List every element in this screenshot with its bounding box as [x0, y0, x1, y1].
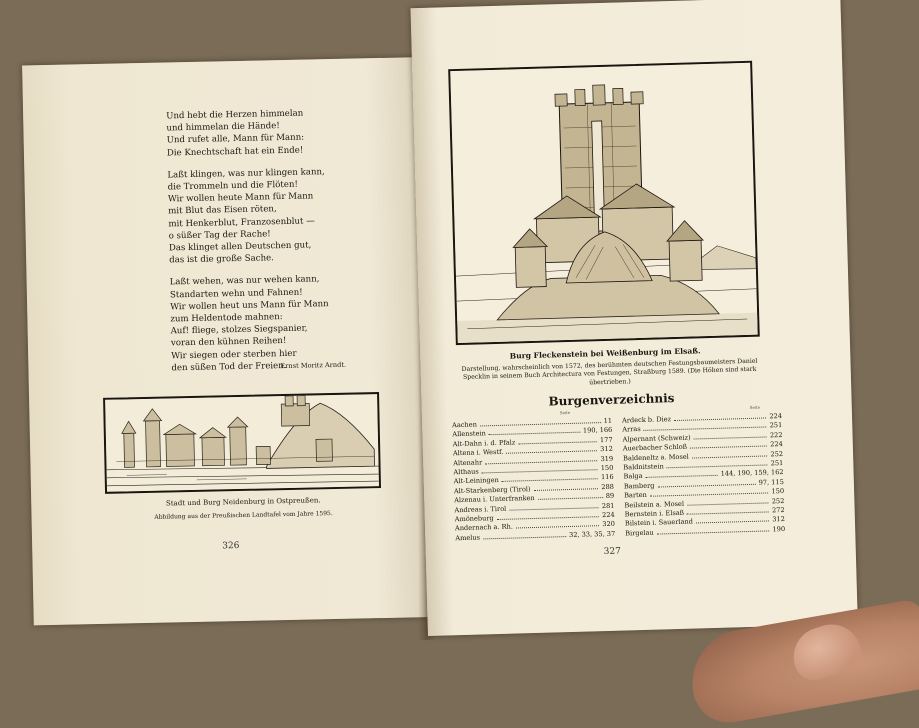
- index-leader-dots: [687, 511, 769, 514]
- index-entry-name: Beilstein a. Mosel: [624, 499, 685, 510]
- poem-line: Standarten wehn und Fahnen!: [169, 287, 303, 301]
- seite-label-left: Seite: [559, 409, 571, 416]
- index-leader-dots: [516, 526, 599, 529]
- castle-caption-title: Burg Fleckenstein bei Weißenburg im Elsaß.: [509, 346, 701, 361]
- poem-line: Das klinget allen Deutschen gut,: [168, 240, 312, 254]
- poem-line: Wir siegen oder sterben hier: [171, 348, 297, 362]
- index-entry-pages: 144, 190, 159, 162: [720, 468, 784, 479]
- index-leader-dots: [489, 432, 580, 436]
- index-entry-name: Arras: [622, 425, 641, 434]
- seite-label-right: Seite: [749, 404, 761, 410]
- index-entry-name: Baldeneltz a. Mosel: [622, 452, 689, 463]
- poem-line: zum Heldentode mahnen:: [170, 312, 283, 325]
- index-entry-name: Birgelau: [625, 528, 654, 538]
- index-heading: Burgenverzeichnis: [548, 391, 675, 409]
- index-entry-pages: 89: [605, 491, 615, 501]
- index-entry-name: Alt-Dahn i. d. Pfalz: [452, 438, 516, 449]
- index-leader-dots: [506, 450, 597, 454]
- index-leader-dots: [696, 521, 769, 524]
- index-entry-name: Baldnitstein: [623, 462, 664, 472]
- index-entry-name: Bernstein i. Elsaß: [624, 508, 685, 519]
- index-leader-dots: [690, 446, 767, 449]
- poem-line: Wir wollen heut uns Mann für Mann: [170, 298, 329, 313]
- index-leader-dots: [497, 516, 599, 520]
- poem-line: o süßer Tag der Rache!: [168, 229, 271, 242]
- index-leader-dots: [657, 530, 770, 534]
- index-entry-name: Amöneburg: [454, 514, 494, 524]
- poem-line: mit Blut das Eisen röten,: [168, 204, 277, 217]
- index-leader-dots: [518, 441, 597, 444]
- page-number-left: 326: [222, 541, 240, 552]
- index-leader-dots: [644, 427, 767, 431]
- index-leader-dots: [483, 536, 566, 539]
- poem-line: die Trommeln und die Flöten!: [167, 179, 299, 193]
- poem-stanza: [166, 106, 387, 159]
- index-entry-pages: 252: [770, 449, 784, 458]
- index-entry-pages: 320: [602, 520, 616, 529]
- index-entry-pages: 312: [600, 444, 613, 454]
- index-leader-dots: [674, 417, 766, 421]
- index-entry-pages: 116: [600, 473, 614, 482]
- index-entry-name: Ardeck b. Diez: [621, 415, 672, 425]
- index-leader-dots: [694, 436, 767, 439]
- castle-caption-body: Darstellung, wahrscheinlich von 1572, des berühmten deutschen Festungsbaumeisters Daniel Specklin in seinem Buch Architectura von Festungen, Straßburg 1589. (Die Höhen sind stark übertrieben.): [461, 357, 758, 387]
- index-entry-name: Balga: [623, 472, 643, 481]
- index-entry-pages: 97, 115: [758, 477, 784, 487]
- index-entry-name: Barten: [624, 491, 647, 500]
- right-page: [410, 0, 857, 636]
- index-leader-dots: [657, 484, 755, 488]
- poem-line: und himmelan die Hände!: [166, 121, 280, 134]
- index-entry-name: Andreas i. Tirol: [454, 504, 507, 514]
- index-leader-dots: [482, 469, 598, 473]
- index-leader-dots: [692, 455, 768, 458]
- poem-text: [166, 106, 392, 385]
- index-entry-pages: 177: [599, 435, 613, 444]
- index-entry-pages: 11: [603, 416, 613, 426]
- index-leader-dots: [687, 502, 769, 505]
- woodcut-caption: Stadt und Burg Neidenburg in Ostpreußen.: [165, 496, 321, 508]
- index-leader-dots: [480, 422, 601, 426]
- index-entry-name: Andernach a. Rh.: [454, 523, 514, 533]
- index-entry-name: Auerbacher Schloß: [622, 442, 688, 453]
- index-entry-name: Alpernant (Schweiz): [622, 433, 691, 444]
- index-entry-pages: 281: [601, 501, 615, 510]
- page-number-right: 327: [603, 546, 622, 558]
- neidenburg-woodcut: [103, 392, 381, 494]
- index-entry-pages: 150: [771, 487, 785, 496]
- poem-line: Die Knechtschaft hat ein Ende!: [166, 145, 304, 159]
- woodcut-source: Abbildung aus der Preußischen Landtafel vom Jahre 1595.: [154, 510, 333, 521]
- index-entry-name: Altena i. Westf.: [452, 448, 504, 458]
- index-entry-name: Allenstein: [452, 429, 486, 439]
- index-leader-dots: [650, 493, 769, 497]
- index-entry-name: Alt-Leiningen: [453, 476, 499, 486]
- index-leader-dots: [534, 488, 599, 491]
- poem-stanza: [170, 272, 392, 374]
- poem-line: das ist die große Sache.: [169, 253, 274, 266]
- index-entry-name: Alt-Starkenberg (Tirol): [453, 484, 531, 496]
- poem-stanza: [167, 165, 389, 267]
- poem-line: Und hebt die Herzen himmelan: [166, 108, 304, 122]
- poem-line: Laßt klingen, was nur klingen kann,: [167, 166, 325, 181]
- poem-line: Auf! fliege, stolzes Siegspanier,: [170, 323, 308, 337]
- index-leader-dots: [509, 507, 599, 511]
- index-entry-pages: 224: [601, 510, 615, 520]
- index-entry-pages: 150: [600, 463, 614, 473]
- index-leader-dots: [502, 479, 598, 483]
- index-leader-dots: [485, 460, 597, 464]
- index-entry-name: Alzenau i. Unterfranken: [454, 494, 535, 505]
- index-entry-pages: 224: [769, 412, 783, 421]
- index-entry-name: Amelus: [455, 533, 481, 543]
- index-entry-pages: 312: [772, 515, 785, 524]
- index-entry-pages: 222: [769, 430, 783, 440]
- fleckenstein-castle-engraving: [448, 61, 760, 345]
- index-entry-pages: 319: [600, 454, 614, 463]
- index-entry-pages: 251: [770, 459, 784, 468]
- index-entry-pages: 32, 33, 35, 37: [568, 529, 616, 539]
- index-entry-pages: 224: [770, 440, 783, 449]
- index-column-right: [622, 412, 785, 539]
- index-column-left: [452, 417, 615, 544]
- index-entry-pages: 251: [769, 421, 783, 430]
- index-entry-pages: 190, 166: [582, 426, 613, 435]
- left-page: [22, 57, 438, 625]
- index-entry-pages: 252: [771, 496, 785, 506]
- index-entry-name: Aachen: [452, 420, 478, 430]
- index-entry-name: Althaus: [453, 467, 479, 477]
- poem-line: Laßt wehen, was nur wehen kann,: [169, 274, 320, 288]
- index-leader-dots: [667, 464, 768, 468]
- index-entry-pages: 288: [601, 482, 615, 491]
- index-entry-pages: 190: [772, 524, 786, 534]
- index-leader-dots: [646, 475, 718, 478]
- poem-line: Und rufet alle, Mann für Mann:: [166, 132, 305, 146]
- index-entry-name: Bamberg: [623, 481, 655, 491]
- poem-line: mit Henkerblut, Franzosenblut —: [168, 215, 315, 230]
- poem-line: voran den kühnen Reihen!: [170, 336, 287, 349]
- index-leader-dots: [538, 497, 603, 500]
- poem-line: den süßen Tod der Freien.: [171, 360, 287, 374]
- poem-line: Wir wollen heute Mann für Mann: [167, 191, 314, 205]
- poem-author: Ernst Moritz Arndt.: [280, 360, 347, 371]
- index-entry-name: Altenahr: [453, 458, 483, 467]
- index-entry-pages: 272: [771, 506, 785, 515]
- index-entry-name: Bilstein i. Sauerland: [624, 518, 694, 528]
